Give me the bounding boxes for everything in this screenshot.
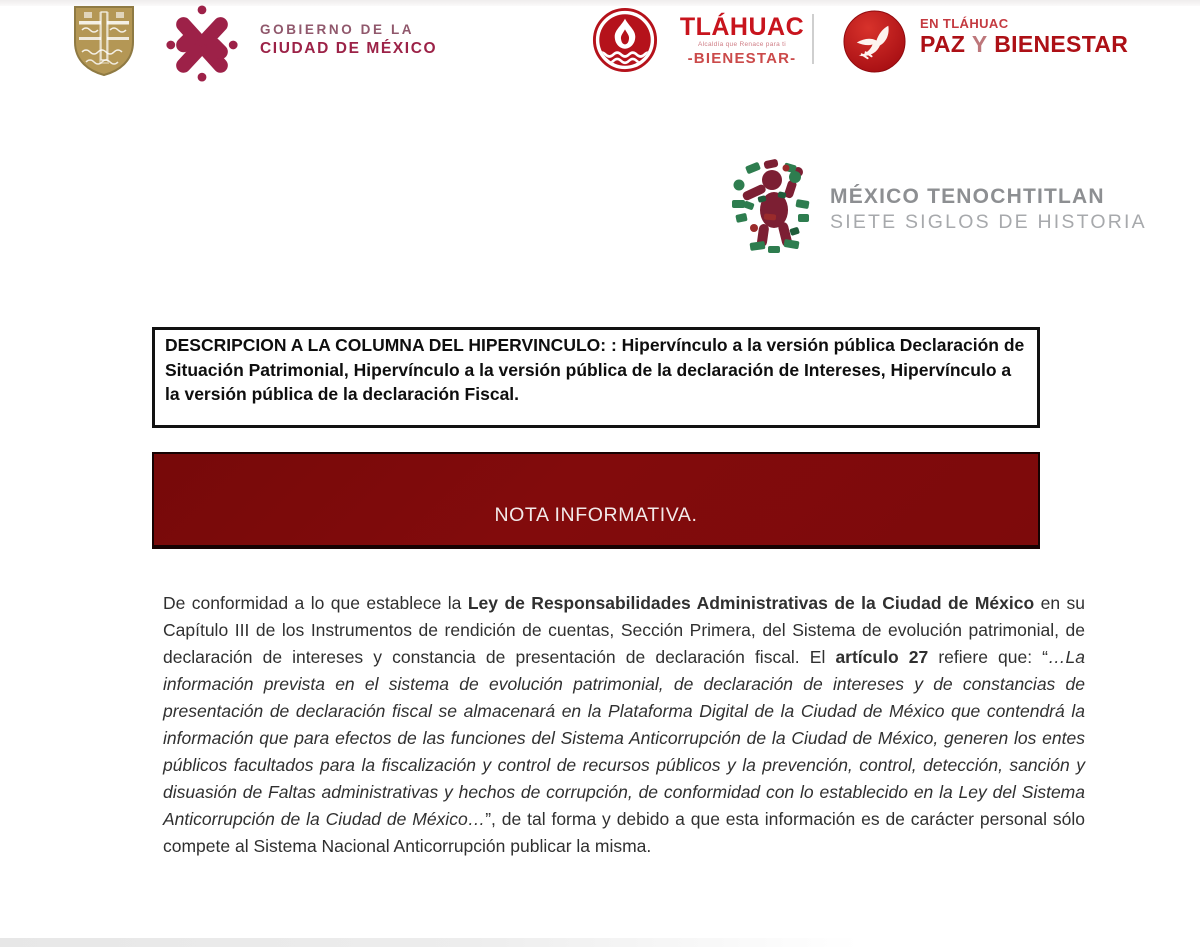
- paz-dove-badge-icon: [842, 9, 907, 79]
- siete-siglos-label: SIETE SIGLOS DE HISTORIA: [830, 211, 1147, 233]
- tenochtitlan-wordmark: [830, 158, 1147, 259]
- en-tlahuac-label: EN TLÁHUAC: [920, 16, 1009, 31]
- nota-informativa-banner: [152, 452, 1040, 549]
- body-segment-bold: Ley de Responsabilidades Administrativas de la Ciudad de México: [467, 593, 1035, 613]
- body-segment-italic: …La información prevista en el sistema de evolución patrimonial, de declaración de intereses y de constancias de presentación de declaración fiscal se almacenará en la Plataforma Digital de la Ciudad de México que contendrá la información que para efectos de las funciones del Sistema Anticorrupción de la Ciudad de México, generen los entes públicos facultados para la fiscalización y control de recursos públicos y la prevención, control, detección, sanción y disuasión de Faltas administrativas y hechos de corrupción, de conformidad con lo establecido en la Ley del Sistema Anticorrupción de la Ciudad de México…: [163, 647, 1085, 829]
- paz-bienestar-wordmark: [920, 17, 1128, 56]
- body-segment-normal: refiere que: “: [928, 647, 1049, 667]
- nota-informativa-title: NOTA INFORMATIVA.: [494, 504, 698, 526]
- cdmx-government-wordmark: [260, 23, 437, 56]
- tenochtitlan-warrior-glyph-icon: [728, 158, 816, 259]
- y-word: Y: [971, 31, 988, 57]
- body-paragraph: [163, 590, 1085, 860]
- hyperlink-description-box: DESCRIPCION A LA COLUMNA DEL HIPERVINCULO: : Hipervínculo a la versión pública Declaración de Situación Patrimonial, Hipervínculo a la versión pública de la declaración de Intereses, Hipervínculo a la versión pública de la declaración Fiscal.: [152, 327, 1040, 428]
- bienestar-word: BIENESTAR: [994, 31, 1129, 57]
- tlahuac-bienestar-label: -BIENESTAR-: [687, 49, 797, 67]
- ciudad-de-mexico-label: CIUDAD DE MÉXICO: [260, 39, 438, 57]
- tlahuac-wordmark: [672, 15, 812, 66]
- body-segment-normal: ”, de tal forma y debido a que esta información es de carácter personal sólo compete al Sistema Nacional Anticorrupción publicar la misma.: [163, 809, 1085, 856]
- gobierno-label: GOBIERNO DE LA: [260, 22, 415, 37]
- body-segment-bold: artículo 27: [835, 647, 929, 667]
- paz-word: PAZ: [920, 31, 966, 57]
- scan-edge-bottom: [0, 938, 860, 947]
- cdmx-coat-of-arms-icon: [72, 4, 136, 83]
- paz-y-bienestar-label: [920, 33, 1128, 56]
- tenochtitlan-logo-block: [728, 158, 1147, 259]
- tlahuac-flame-badge-icon: [592, 7, 658, 78]
- header-logo-divider: [812, 14, 814, 64]
- cdmx-x-logo-icon: [163, 2, 241, 89]
- body-segment-normal: De conformidad a lo que establece la: [163, 593, 468, 613]
- tlahuac-name-label: TLÁHUAC: [679, 13, 805, 41]
- tlahuac-tagline-label: Alcaldía que Renace para ti: [698, 41, 786, 48]
- mexico-tenochtitlan-label: MÉXICO TENOCHTITLAN: [830, 185, 1105, 208]
- body-segment-normal: en su Capítulo III de los Instrumentos de rendición de cuentas, Sección Primera, del Sistema de evolución patrimonial, de declaración de intereses y constancia de presentación de declaración fiscal. El: [163, 593, 1085, 667]
